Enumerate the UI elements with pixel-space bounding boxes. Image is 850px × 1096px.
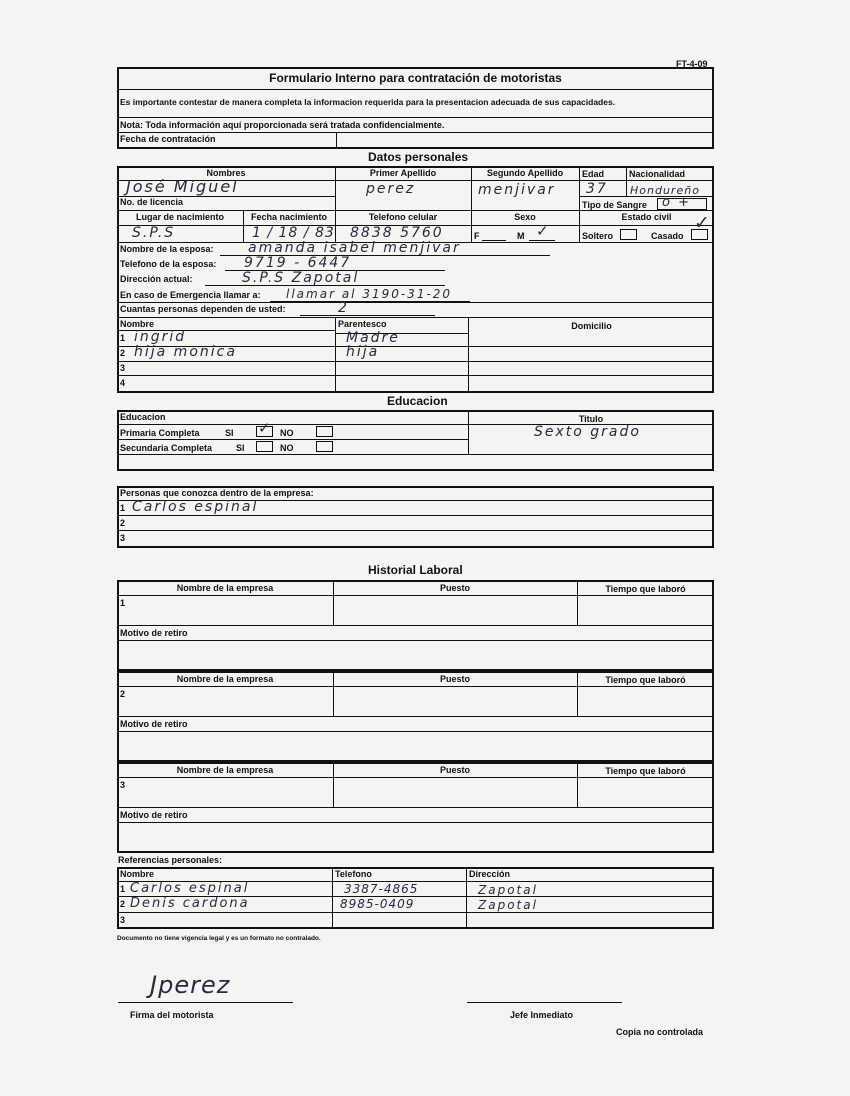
secondary-label: Secundaria Completa — [120, 443, 213, 453]
work-2-company-label: Nombre de la empresa — [176, 674, 274, 684]
single-checkbox[interactable] — [620, 229, 637, 240]
ref-row-2-address[interactable]: Zapotal — [478, 898, 538, 912]
ref-row-1-num: 1 — [120, 884, 126, 894]
birth-date-value[interactable]: 1 / 18 / 83 — [252, 225, 335, 241]
ref-row-1-address[interactable]: Zapotal — [478, 883, 538, 897]
acq-row-3-num: 3 — [120, 533, 126, 543]
education-label: Educacion — [120, 412, 166, 422]
emergency-label: En caso de Emergencia llamar a: — [120, 290, 261, 300]
dep-header-name: Nombre — [120, 319, 155, 329]
form-title: Formulario Interno para contratación de motoristas — [269, 71, 562, 85]
single-label: Soltero — [582, 231, 614, 241]
work-3-num: 3 — [120, 780, 126, 790]
work-1-position-label: Puesto — [439, 583, 470, 593]
copy-label: Copia no controlada — [616, 1027, 704, 1037]
signature-value[interactable]: Jperez — [150, 971, 231, 999]
age-label: Edad — [582, 169, 605, 179]
confidential-note: Nota: Toda información aquí proporcionada será tratada confidencialmente. — [120, 120, 445, 130]
work-1-reason-label: Motivo de retiro — [120, 628, 188, 638]
age-value[interactable]: 37 — [586, 181, 608, 197]
work-3-time-label: Tiempo que laboró — [605, 766, 686, 776]
work-3-position-label: Puesto — [439, 765, 470, 775]
nationality-label: Nacionalidad — [629, 169, 686, 179]
sex-f-label: F — [474, 231, 480, 241]
birth-place-value[interactable]: S.P.S — [132, 225, 176, 241]
names-value[interactable]: José Miguel — [126, 177, 239, 196]
dep-row-1-relation[interactable]: Madre — [346, 330, 400, 346]
acq-row-1-name[interactable]: Carlos espinal — [132, 499, 259, 515]
primary-label: Primaria Completa — [120, 428, 200, 438]
ref-row-2-num: 2 — [120, 899, 126, 909]
ref-row-2-name[interactable]: Denis cardona — [130, 896, 250, 911]
address-label: Dirección actual: — [120, 274, 193, 284]
dependents-value[interactable]: 2 — [338, 300, 349, 316]
second-surname-value[interactable]: menjivar — [478, 182, 556, 198]
blood-type-label: Tipo de Sangre — [582, 200, 647, 210]
civil-status-label: Estado civil — [621, 212, 672, 222]
spouse-name-label: Nombre de la esposa: — [120, 244, 214, 254]
dep-row-2-relation[interactable]: hija — [346, 344, 380, 360]
signature-label: Firma del motorista — [130, 1010, 214, 1020]
license-label: No. de licencia — [120, 197, 184, 207]
dep-row-3-num: 3 — [120, 363, 126, 373]
hire-date-label: Fecha de contratación — [120, 134, 216, 144]
supervisor-label: Jefe Inmediato — [510, 1010, 574, 1020]
references-label: Referencias personales: — [118, 855, 223, 865]
work-1-time-label: Tiempo que laboró — [605, 584, 686, 594]
cell-phone-value[interactable]: 8838 5760 — [350, 225, 444, 241]
dependents-label: Cuantas personas dependen de usted: — [120, 304, 286, 314]
dep-row-1-num: 1 — [120, 333, 126, 343]
emergency-value[interactable]: llamar al 3190-31-20 — [286, 287, 453, 301]
first-surname-value[interactable]: perez — [366, 181, 416, 197]
education-title-value[interactable]: Sexto grado — [534, 424, 641, 440]
first-surname-label: Primer Apellido — [369, 168, 437, 178]
acq-row-1-num: 1 — [120, 503, 126, 513]
spouse-phone-value[interactable]: 9719 - 6447 — [244, 255, 352, 271]
primary-si-label: SI — [225, 428, 234, 438]
primary-no-checkbox[interactable] — [316, 426, 333, 437]
second-surname-label: Segundo Apellido — [486, 168, 564, 178]
dep-row-1-name[interactable]: ingrid — [134, 329, 187, 345]
personal-section-title: Datos personales — [368, 150, 469, 164]
work-1-num: 1 — [120, 598, 126, 608]
ref-row-1-phone[interactable]: 3387-4865 — [344, 882, 419, 896]
address-value[interactable]: S.P.S Zapotal — [242, 270, 360, 286]
dep-header-address: Domicilio — [571, 321, 612, 331]
primary-no-label: NO — [280, 428, 294, 438]
education-section-title: Educacion — [387, 394, 448, 408]
ref-row-3-num: 3 — [120, 915, 126, 925]
work-3-company-label: Nombre de la empresa — [176, 765, 274, 775]
dep-header-relation: Parentesco — [338, 319, 387, 329]
ref-header-name: Nombre — [120, 869, 155, 879]
secondary-si-label: SI — [236, 443, 245, 453]
nationality-value[interactable]: Hondureño — [630, 184, 700, 197]
form-code: FT-4-09 — [676, 59, 708, 69]
spouse-phone-label: Telefono de la esposa: — [120, 259, 217, 269]
cell-phone-label: Telefono celular — [368, 212, 438, 222]
ref-header-phone: Telefono — [335, 869, 372, 879]
secondary-si-checkbox[interactable] — [256, 441, 273, 452]
acq-row-2-num: 2 — [120, 518, 126, 528]
work-2-reason-label: Motivo de retiro — [120, 719, 188, 729]
birth-date-label: Fecha nacimiento — [250, 212, 328, 222]
blood-type-value[interactable]: o + — [662, 195, 691, 210]
primary-si-check[interactable]: ✓ — [258, 419, 273, 437]
sex-label: Sexo — [514, 212, 536, 222]
hire-date-field[interactable] — [340, 133, 710, 147]
sex-m-check[interactable]: ✓ — [536, 222, 551, 240]
work-3-reason-label: Motivo de retiro — [120, 810, 188, 820]
secondary-no-checkbox[interactable] — [316, 441, 333, 452]
disclaimer-text: Documento no tiene vigencia legal y es un formato no contralado. — [117, 935, 321, 942]
secondary-no-label: NO — [280, 443, 294, 453]
acquaintances-label: Personas que conozca dentro de la empresa: — [120, 488, 314, 498]
work-2-time-label: Tiempo que laboró — [605, 675, 686, 685]
education-title-label: Titulo — [578, 414, 604, 424]
spouse-name-value[interactable]: amanda isabel menjivar — [248, 240, 461, 256]
work-1-company-label: Nombre de la empresa — [176, 583, 274, 593]
birth-place-label: Lugar de nacimiento — [135, 212, 224, 222]
dep-row-2-name[interactable]: hija monica — [134, 344, 237, 360]
dep-row-2-num: 2 — [120, 348, 126, 358]
ref-row-2-phone[interactable]: 8985-0409 — [340, 897, 415, 911]
work-2-position-label: Puesto — [439, 674, 470, 684]
married-check[interactable]: ✓ — [694, 212, 712, 234]
work-2-num: 2 — [120, 689, 126, 699]
dep-row-4-num: 4 — [120, 378, 126, 388]
sex-m-label: M — [517, 231, 525, 241]
work-history-section-title: Historial Laboral — [368, 563, 463, 577]
names-label: Nombres — [206, 168, 246, 178]
married-label: Casado — [651, 231, 684, 241]
ref-header-address: Dirección — [469, 869, 511, 879]
ref-row-1-name[interactable]: Carlos espinal — [130, 881, 250, 896]
instructions-text: Es importante contestar de manera completa la informacion requerida para la presentacion adecuada de sus capacidades. — [120, 97, 616, 107]
